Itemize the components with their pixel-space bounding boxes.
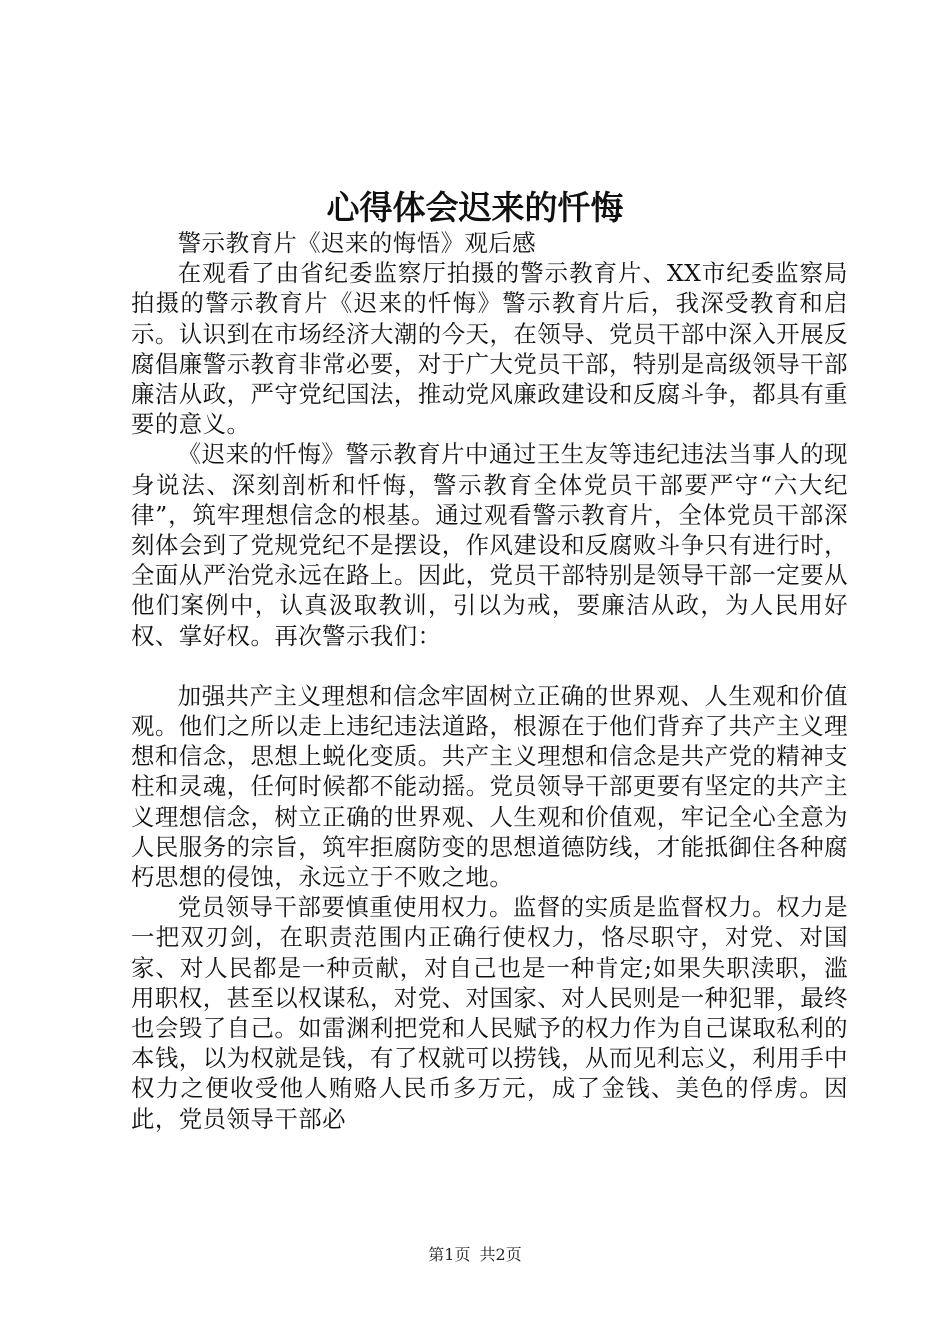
page-footer xyxy=(0,1244,950,1266)
paragraph: 在观看了由省纪委监察厅拍摄的警示教育片、XX市纪委监察局拍摄的警示教育片《迟来的忏悔》警示教育片后，我深受教育和启示。认识到在市场经济大潮的今天，在领导、党员干部中深入开展反腐倡廉警示教育非常必要，对于广大党员干部，特别是高级领导干部廉洁从政，严守党纪国法，推动党风廉政建设和反腐斗争，都具有重要的意义。 xyxy=(131,259,848,439)
page-number: 第1页 xyxy=(428,1245,471,1264)
paragraph-gap xyxy=(131,651,848,681)
paragraph: 《迟来的忏悔》警示教育片中通过王生友等违纪违法当事人的现身说法、深刻剖析和忏悔，警示教育全体党员干部要严守“六大纪律”，筑牢理想信念的根基。通过观看警示教育片，全体党员干部深刻体会到了党规党纪不是摆设，作风建设和反腐败斗争只有进行时，全面从严治党永远在路上。因此，党员干部特别是领导干部一定要从他们案例中，认真汲取教训，引以为戒，要廉洁从政，为人民用好权、掌好权。再次警示我们： xyxy=(131,440,848,650)
paragraph: 党员领导干部要慎重使用权力。监督的实质是监督权力。权力是一把双刃剑，在职责范围内正确行使权力，恪尽职守，对党、对国家、对人民都是一种贡献，对自己也是一种肯定;如果失职渎职，滥用职权，甚至以权谋私，对党、对国家、对人民则是一种犯罪，最终也会毁了自己。如雷渊利把党和人民赋予的权力作为自己谋取私利的本钱，以为权就是钱，有了权就可以捞钱，从而见利忘义，利用手中权力之便收受他人贿赂人民币多万元，成了金钱、美色的俘虏。因此，党员领导干部必 xyxy=(131,893,848,1133)
document-body xyxy=(131,228,848,1134)
document-title: 心得体会迟来的忏悔 xyxy=(326,188,624,227)
page-total: 共2页 xyxy=(479,1245,522,1264)
paragraph: 加强共产主义理想和信念牢固树立正确的世界观、人生观和价值观。他们之所以走上违纪违法道路，根源在于他们背弃了共产主义理想和信念，思想上蜕化变质。共产主义理想和信念是共产党的精神支柱和灵魂，任何时候都不能动摇。党员领导干部更要有坚定的共产主义理想信念，树立正确的世界观、人生观和价值观，牢记全心全意为人民服务的宗旨，筑牢拒腐防变的思想道德防线，才能抵御住各种腐朽思想的侵蚀，永远立于不败之地。 xyxy=(131,681,848,892)
document-subtitle: 警示教育片《迟来的悔悟》观后感 xyxy=(177,229,537,257)
